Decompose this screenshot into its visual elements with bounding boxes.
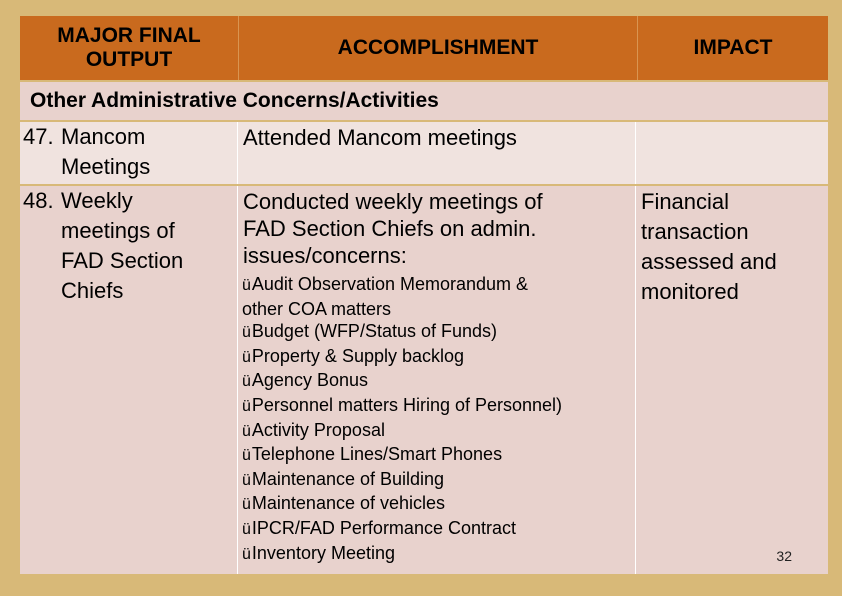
item-number: 48. <box>23 188 54 213</box>
accomplishment-line: Conducted weekly meetings of <box>243 189 543 214</box>
impact-line: assessed and <box>641 249 777 274</box>
header-col1-line1: MAJOR FINAL <box>57 24 201 47</box>
check-icon: ü <box>242 373 251 391</box>
output-cell <box>20 122 238 184</box>
list-item: üBudget (WFP/Status of Funds) <box>242 321 498 342</box>
item-number: 47. <box>23 124 54 149</box>
check-icon: ü <box>242 471 251 489</box>
impact-line: transaction <box>641 219 749 244</box>
list-item: üTelephone Lines/Smart Phones <box>242 444 503 465</box>
list-item: üAgency Bonus <box>242 370 368 391</box>
accomplishment-cell <box>238 186 636 574</box>
impact-cell <box>636 122 826 184</box>
list-item: other COA matters <box>242 298 392 319</box>
accomplishment-text: Attended Mancom meetings <box>243 125 517 150</box>
table-row <box>20 122 828 184</box>
output-line: Meetings <box>61 154 151 179</box>
list-item: üPersonnel matters Hiring of Personnel) <box>242 394 563 415</box>
accomplishment-cell <box>238 122 636 184</box>
table-header <box>20 16 828 80</box>
output-line: Chiefs <box>61 278 124 303</box>
impact-line: monitored <box>641 279 739 304</box>
check-icon: ü <box>242 277 251 294</box>
header-accomplishment: ACCOMPLISHMENT <box>239 16 638 80</box>
list-item: üAudit Observation Memorandum & <box>242 274 529 294</box>
check-icon: ü <box>242 545 251 563</box>
output-line: Mancom <box>61 124 146 149</box>
list-item: üMaintenance of vehicles <box>242 493 446 514</box>
list-item: üProperty & Supply backlog <box>242 345 465 366</box>
section-title: Other Administrative Concerns/Activities <box>20 82 828 120</box>
list-item: üInventory Meeting <box>242 542 395 563</box>
check-icon: ü <box>242 447 251 465</box>
accomplishment-line: issues/concerns: <box>243 243 407 268</box>
check-icon: ü <box>242 324 251 342</box>
list-item: üActivity Proposal <box>242 419 385 440</box>
list-item: üMaintenance of Building <box>242 468 445 489</box>
check-icon: ü <box>242 520 251 538</box>
check-icon: ü <box>242 422 251 440</box>
table-row <box>20 186 828 574</box>
header-col1-line2: OUTPUT <box>85 48 173 71</box>
output-cell <box>20 186 238 574</box>
output-line: meetings of <box>61 218 175 243</box>
output-line: Weekly <box>61 188 133 213</box>
output-line: FAD Section <box>61 248 184 273</box>
header-impact: IMPACT <box>693 36 773 59</box>
accomplishment-line: FAD Section Chiefs on admin. <box>243 216 537 241</box>
check-icon: ü <box>242 348 251 366</box>
check-icon: ü <box>242 496 251 514</box>
page-number: 32 <box>776 548 792 564</box>
impact-line: Financial <box>641 189 730 214</box>
check-icon: ü <box>242 397 251 415</box>
list-item: üIPCR/FAD Performance Contract <box>242 517 516 538</box>
table-slide <box>20 16 828 576</box>
header-major-final-output <box>20 16 239 80</box>
impact-cell <box>636 186 826 574</box>
concerns-list <box>238 273 635 566</box>
